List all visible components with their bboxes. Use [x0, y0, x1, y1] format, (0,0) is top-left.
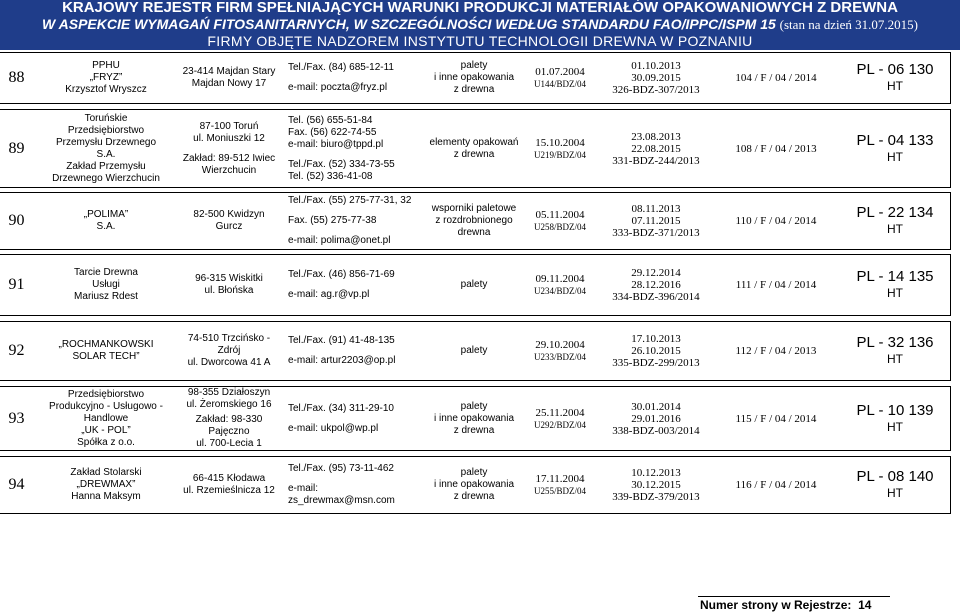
- register-number: 110 / F / 04 / 2014: [735, 215, 817, 227]
- validity-period-line: 331-BDZ-244/2013: [612, 154, 700, 167]
- company-contact-line: e-mail: polima@onet.pl: [288, 235, 391, 246]
- company-name-line: Spółka z o.o.: [77, 436, 135, 448]
- company-address: [176, 255, 282, 315]
- header-date-note: (stan na dzień 31.07.2015): [779, 17, 918, 32]
- company-contact-line: e-mail: ukpol@wp.pl: [288, 422, 379, 434]
- registration-date-value: 01.07.2004: [535, 66, 585, 78]
- registration-code: U144/BDZ/04: [533, 79, 586, 89]
- certificate-code-value: PL - 06 130: [856, 61, 934, 78]
- company-contact-line: Tel. (52) 336-41-08: [288, 170, 373, 182]
- certificate-code-value: PL - 22 134: [856, 204, 934, 221]
- company-contact: [286, 53, 422, 103]
- validity-period-line: 01.10.2013: [631, 60, 681, 72]
- product-type-line: i inne opakowania: [433, 479, 515, 490]
- product-type: [428, 387, 520, 450]
- company-name-line: Krzysztof Wryszcz: [65, 84, 147, 95]
- company-contact-line: Fax. (55) 275-77-38: [288, 215, 377, 226]
- registration-code: U292/BDZ/04: [533, 419, 586, 430]
- header-title-line3: FIRMY OBJĘTE NADZOREM INSTYTUTU TECHNOLOGII DREWNA W POZNANIU: [207, 33, 753, 49]
- company-contact-line: Tel./Fax. (46) 856-71-69: [288, 269, 395, 280]
- company-contact-line: e-mail: ag.r@vp.pl: [288, 289, 370, 300]
- product-type-line: palety: [460, 467, 488, 478]
- company-name: [40, 110, 172, 187]
- validity-period-line: 30.09.2015: [631, 72, 681, 84]
- validity-period: [600, 53, 712, 103]
- company-address-line: Gurcz: [215, 221, 243, 232]
- treatment-mark: HT: [887, 286, 903, 300]
- product-type: [428, 255, 520, 315]
- validity-period-line: 07.11.2015: [631, 215, 681, 227]
- company-contact-line: Tel./Fax. (55) 275-77-31, 32: [288, 195, 412, 206]
- certificate-code: [840, 255, 950, 315]
- company-contact-line: Tel./Fax. (95) 73-11-462: [288, 463, 394, 474]
- company-address: [176, 110, 282, 187]
- header-title-line1: KRAJOWY REJESTR FIRM SPEŁNIAJĄCYCH WARUNKI PRODUKCJI MATERIAŁÓW OPAKOWANIOWYCH Z DREWNA: [62, 0, 898, 16]
- registration-code: U233/BDZ/04: [533, 352, 586, 362]
- company-address-line: 82-500 Kwidzyn: [193, 209, 265, 220]
- registration-date-value: 29.10.2004: [535, 339, 585, 351]
- company-address: [176, 322, 282, 380]
- register-number: 104 / F / 04 / 2014: [735, 72, 817, 84]
- company-name: [40, 193, 172, 249]
- table-row: [0, 52, 951, 104]
- company-name-line: „POLIMA”: [83, 209, 129, 220]
- product-type-line: z drewna: [453, 424, 495, 436]
- company-contact-line: Tel./Fax. (84) 685-12-11: [288, 62, 394, 73]
- product-type: [428, 53, 520, 103]
- treatment-mark: HT: [887, 149, 903, 164]
- company-address-line: ul. 700-Lecia 1: [196, 438, 262, 449]
- page-header: [0, 0, 960, 50]
- company-address-line: 96-315 Wiskitki: [195, 273, 263, 284]
- entry-number: 91: [8, 276, 25, 293]
- certificate-code: [840, 322, 950, 380]
- company-address: [176, 387, 282, 450]
- registration-date: [514, 255, 606, 315]
- validity-period: [600, 110, 712, 187]
- validity-period: [600, 387, 712, 450]
- entry-number: 94: [8, 476, 25, 493]
- entry-number: 93: [8, 409, 25, 427]
- company-address-line: Majdan Nowy 17: [191, 78, 267, 89]
- company-name-line: Mariusz Rdest: [74, 291, 138, 302]
- company-address-line: 87-100 Toruń: [199, 120, 259, 132]
- company-contact-line: Tel. (56) 655-51-84: [288, 114, 373, 126]
- company-name: [40, 53, 172, 103]
- page-number-label: Numer strony w Rejestrze:: [700, 598, 852, 612]
- validity-period: [600, 193, 712, 249]
- product-type-line: z drewna: [453, 491, 495, 502]
- company-address-line: Zakład: 98-330 Pajęczno: [195, 414, 263, 437]
- registration-date: [514, 322, 606, 380]
- treatment-mark: HT: [887, 222, 903, 236]
- table-row: [0, 254, 951, 316]
- validity-period-line: 29.12.2014: [631, 267, 681, 279]
- product-type-line: palety: [460, 279, 488, 290]
- company-contact-line: e-mail: artur2203@op.pl: [288, 355, 396, 366]
- header-line2-text: W ASPEKCIE WYMAGAŃ FITOSANITARNYCH, W SZCZEGÓLNOŚCI WEDŁUG STANDARDU FAO/IPPC/ISPM 15: [42, 16, 776, 32]
- treatment-mark: HT: [887, 79, 903, 93]
- company-name: [40, 457, 172, 513]
- company-contact-line: Tel./Fax. (34) 311-29-10: [288, 402, 394, 414]
- company-address: [176, 53, 282, 103]
- product-type-line: i inne opakowania: [433, 412, 515, 424]
- company-name-line: Tarcie Drewna: [74, 267, 138, 278]
- table-row: [0, 321, 951, 381]
- treatment-mark: HT: [887, 486, 903, 500]
- registration-code: U234/BDZ/04: [533, 286, 586, 296]
- product-type-line: palety: [460, 400, 488, 412]
- company-name: [40, 322, 172, 380]
- company-name-line: „FRYZ”: [89, 72, 123, 83]
- company-name: [40, 255, 172, 315]
- product-type-line: wsporniki paletowe: [431, 203, 517, 214]
- company-name-line: S.A.: [96, 148, 116, 160]
- company-name-line: Przemysłu Drzewnego: [55, 136, 157, 148]
- product-type: [428, 110, 520, 187]
- validity-period-line: 17.10.2013: [631, 333, 681, 345]
- page-number: [700, 598, 871, 612]
- company-address-line: ul. Rzemieślnicza 12: [183, 485, 275, 496]
- company-address-line: ul. Żeromskiego 16: [186, 399, 272, 410]
- registration-code: U258/BDZ/04: [533, 222, 586, 232]
- company-address-line: 98-355 Działoszyn: [187, 387, 271, 398]
- certificate-code: [840, 387, 950, 450]
- table-row: [0, 192, 951, 250]
- company-contact: [286, 193, 422, 249]
- table-row: [0, 456, 951, 514]
- company-address: [176, 193, 282, 249]
- company-name-line: Hanna Maksym: [71, 491, 141, 502]
- company-name-line: Toruńskie: [84, 112, 128, 124]
- registration-date: [514, 387, 606, 450]
- company-name-line: Zakład Stolarski: [70, 467, 142, 478]
- validity-period-line: 339-BDZ-379/2013: [612, 491, 700, 503]
- company-address-line: ul. Dworcowa 41 A: [187, 357, 271, 368]
- validity-period-line: 30.12.2015: [631, 479, 681, 491]
- company-contact: [286, 322, 422, 380]
- company-name-line: Zakład Przemysłu: [66, 160, 146, 172]
- validity-period-line: 29.01.2016: [631, 412, 681, 425]
- registration-date: [514, 110, 606, 187]
- company-name-line: Usługi: [92, 279, 120, 290]
- register-number: 111 / F / 04 / 2014: [735, 279, 817, 291]
- company-address-line: 66-415 Kłodawa: [192, 473, 266, 484]
- company-address-line: ul. Moniuszki 12: [193, 132, 265, 144]
- registration-date-value: 09.11.2004: [535, 273, 585, 285]
- header-title-line2: [0, 16, 960, 33]
- company-name-line: Drzewnego Wierzchucin: [52, 172, 160, 184]
- company-address-line: 23-414 Majdan Stary: [182, 66, 276, 77]
- product-type-line: elementy opakowań: [429, 136, 519, 148]
- validity-period-line: 30.01.2014: [631, 400, 681, 413]
- company-contact-line: Tel./Fax. (91) 41-48-135: [288, 335, 395, 346]
- company-address: [176, 457, 282, 513]
- registration-date-value: 25.11.2004: [535, 406, 585, 419]
- entry-number: 88: [8, 69, 25, 86]
- certificate-code: [840, 53, 950, 103]
- product-type: [428, 322, 520, 380]
- company-name-line: Handlowe: [83, 412, 129, 424]
- product-type-line: z rozdrobnionego: [435, 215, 513, 226]
- certificate-code-value: PL - 04 133: [856, 131, 934, 149]
- company-contact-line: Fax. (56) 622-74-55: [288, 126, 377, 138]
- validity-period-line: 333-BDZ-371/2013: [612, 227, 700, 239]
- treatment-mark: HT: [887, 419, 903, 434]
- company-contact: [286, 110, 422, 187]
- company-name-line: Przedsiębiorstwo: [67, 124, 145, 136]
- company-contact-line: Tel./Fax. (52) 334-73-55: [288, 158, 395, 170]
- product-type-line: z drewna: [453, 148, 495, 160]
- company-name-line: Produkcyjno - Usługowo -: [49, 400, 163, 412]
- validity-period-line: 10.12.2013: [631, 467, 681, 479]
- registration-date: [514, 457, 606, 513]
- entry-number: 89: [8, 139, 25, 157]
- table-row: [0, 109, 951, 188]
- company-address-line: ul. Błońska: [204, 285, 254, 296]
- product-type: [428, 193, 520, 249]
- validity-period-line: 08.11.2013: [631, 203, 681, 215]
- company-address-line: Zakład: 89-512 Iwiec: [182, 152, 276, 164]
- company-contact: [286, 387, 422, 450]
- validity-period: [600, 322, 712, 380]
- registration-date: [514, 53, 606, 103]
- company-name-line: S.A.: [96, 221, 116, 232]
- treatment-mark: HT: [887, 352, 903, 366]
- registration-date-value: 17.11.2004: [535, 473, 585, 485]
- validity-period: [600, 255, 712, 315]
- company-name: [40, 387, 172, 450]
- table-row: [0, 386, 951, 451]
- registration-code: U255/BDZ/04: [533, 486, 586, 496]
- registration-code: U219/BDZ/04: [533, 149, 586, 160]
- company-address-line: Wierzchucin: [201, 164, 257, 176]
- validity-period-line: 334-BDZ-396/2014: [612, 291, 700, 303]
- product-type-line: i inne opakowania: [433, 72, 515, 83]
- product-type-line: z drewna: [453, 84, 495, 95]
- company-name-line: „ROCHMANKOWSKI: [58, 339, 154, 350]
- certificate-code: [840, 457, 950, 513]
- validity-period-line: 335-BDZ-299/2013: [612, 357, 700, 369]
- registration-date-value: 15.10.2004: [535, 136, 585, 149]
- company-contact: [286, 457, 422, 513]
- validity-period: [600, 457, 712, 513]
- certificate-code: [840, 110, 950, 187]
- certificate-code-value: PL - 10 139: [856, 401, 934, 419]
- validity-period-line: 326-BDZ-307/2013: [612, 84, 700, 96]
- company-address-line: 74-510 Trzcińsko - Zdrój: [187, 333, 271, 356]
- company-name-line: PPHU: [92, 60, 120, 71]
- company-contact-line: e-mail: poczta@fryz.pl: [288, 82, 388, 93]
- validity-period-line: 23.08.2013: [631, 130, 681, 143]
- register-number: 112 / F / 04 / 2013: [735, 345, 817, 357]
- validity-period-line: 22.08.2015: [631, 142, 681, 155]
- register-number: 116 / F / 04 / 2014: [735, 479, 817, 491]
- certificate-code-value: PL - 08 140: [856, 468, 934, 485]
- entry-number: 92: [8, 342, 25, 359]
- footer-rule: [698, 596, 890, 597]
- certificate-code-value: PL - 14 135: [856, 268, 934, 285]
- company-name-line: „UK - POL”: [81, 424, 131, 436]
- company-name-line: „DREWMAX”: [76, 479, 136, 490]
- validity-period-line: 26.10.2015: [631, 345, 681, 357]
- register-number: 115 / F / 04 / 2014: [735, 412, 817, 425]
- validity-period-line: 338-BDZ-003/2014: [612, 424, 700, 437]
- company-contact: [286, 255, 422, 315]
- company-contact-line: e-mail: biuro@tppd.pl: [288, 138, 384, 150]
- register-number: 108 / F / 04 / 2013: [735, 142, 817, 155]
- product-type: [428, 457, 520, 513]
- registration-date-value: 05.11.2004: [535, 209, 585, 221]
- certificate-code-value: PL - 32 136: [856, 334, 934, 351]
- company-name-line: SOLAR TECH”: [72, 351, 140, 362]
- product-type-line: drewna: [457, 227, 491, 238]
- product-type-line: palety: [460, 60, 488, 71]
- entry-number: 90: [8, 212, 25, 229]
- page-number-value: 14: [858, 598, 872, 612]
- certificate-code: [840, 193, 950, 249]
- product-type-line: palety: [460, 345, 488, 356]
- validity-period-line: 28.12.2016: [631, 279, 681, 291]
- company-name-line: Przedsiębiorstwo: [67, 388, 145, 400]
- registration-date: [514, 193, 606, 249]
- company-contact-line: e-mail: zs_drewmax@msn.com: [288, 483, 395, 506]
